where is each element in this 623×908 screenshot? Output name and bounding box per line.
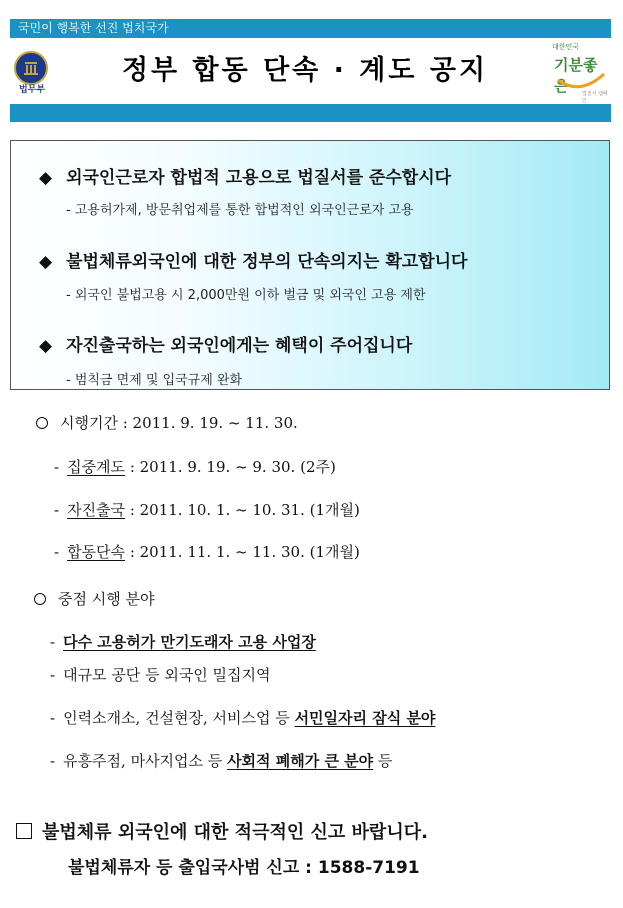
phase-dates: : 2011. 9. 19. ~ 9. 30. (2주) [125,458,336,476]
phase-row: - 집중계도 : 2011. 9. 19. ~ 9. 30. (2주) [54,458,336,476]
notice-box [10,140,610,390]
logo-tiny-text: 법질서 캠페인 [582,91,608,104]
phase-name: 집중계도 [67,458,126,476]
closing-appeal: 불법체류 외국인에 대한 적극적인 신고 바랍니다. [16,818,428,844]
ministry-label: 법무부 [18,85,46,95]
focus-item: - 인력소개소, 건설현장, 서비스업 등 서민일자리 잠식 분야 [50,709,436,727]
focus-emphasis: 서민일자리 잠식 분야 [294,709,436,727]
period-heading: 시행기간 : 2011. 9. 19. ~ 11. 30. [36,412,298,433]
phase-row: - 자진출국 : 2011. 10. 1. ~ 10. 31. (1개월) [54,501,360,519]
campaign-logo [552,42,610,104]
notice-detail-1: - 고용허가제, 방문취업제를 통한 합법적인 외국인근로자 고용 [66,203,414,218]
page-title: 정부 합동 단속 · 계도 공지 [121,55,489,86]
focus-emphasis: 다수 고용허가 만기도래자 고용 사업장 [63,633,316,651]
hotline-text: 불법체류자 등 출입국사범 신고 : 1588-7191 [68,858,420,878]
phase-name: 합동단속 [67,543,126,561]
ministry-seal-icon [14,51,48,85]
phase-row: - 합동단속 : 2011. 11. 1. ~ 11. 30. (1개월) [54,543,360,561]
notice-headline-2: ◆ 불법체류외국인에 대한 정부의 단속의지는 확고합니다 [39,252,468,272]
header-top-bar [10,19,611,38]
notice-detail-3: - 범칙금 면제 및 입국규제 완화 [66,373,243,388]
circle-bullet-icon [36,417,48,429]
focus-heading: 중점 시행 분야 [34,588,154,609]
focus-emphasis: 사회적 폐해가 큰 분야 [227,752,374,770]
diamond-bullet-icon: ◆ [39,336,53,356]
circle-bullet-icon [34,593,46,605]
header-bottom-bar [10,104,611,122]
notice-headline-1: ◆ 외국인근로자 합법적 고용으로 법질서를 준수합시다 [39,168,452,188]
tagline: 국민이 행복한 선진 법치국가 [18,21,169,35]
diamond-bullet-icon: ◆ [39,252,53,272]
phase-name: 자진출국 [67,501,126,519]
checkbox-square-icon [16,823,32,839]
focus-item: - 대규모 공단 등 외국인 밀집지역 [50,666,271,684]
logo-small-text: 대한민국 [552,43,580,51]
focus-item: - 다수 고용허가 만기도래자 고용 사업장 [50,633,316,651]
phase-dates: : 2011. 10. 1. ~ 10. 31. (1개월) [125,501,360,519]
notice-detail-2: - 외국인 불법고용 시 2,000만원 이하 벌금 및 외국인 고용 제한 [66,288,426,303]
diamond-bullet-icon: ◆ [39,168,53,188]
phase-dates: : 2011. 11. 1. ~ 11. 30. (1개월) [125,543,360,561]
logo-main-text: 기분좋은 [554,56,598,95]
notice-headline-3: ◆ 자진출국하는 외국인에게는 혜택이 주어집니다 [39,336,413,356]
focus-item: - 유흥주점, 마사지업소 등 사회적 폐해가 큰 분야 등 [50,752,393,770]
